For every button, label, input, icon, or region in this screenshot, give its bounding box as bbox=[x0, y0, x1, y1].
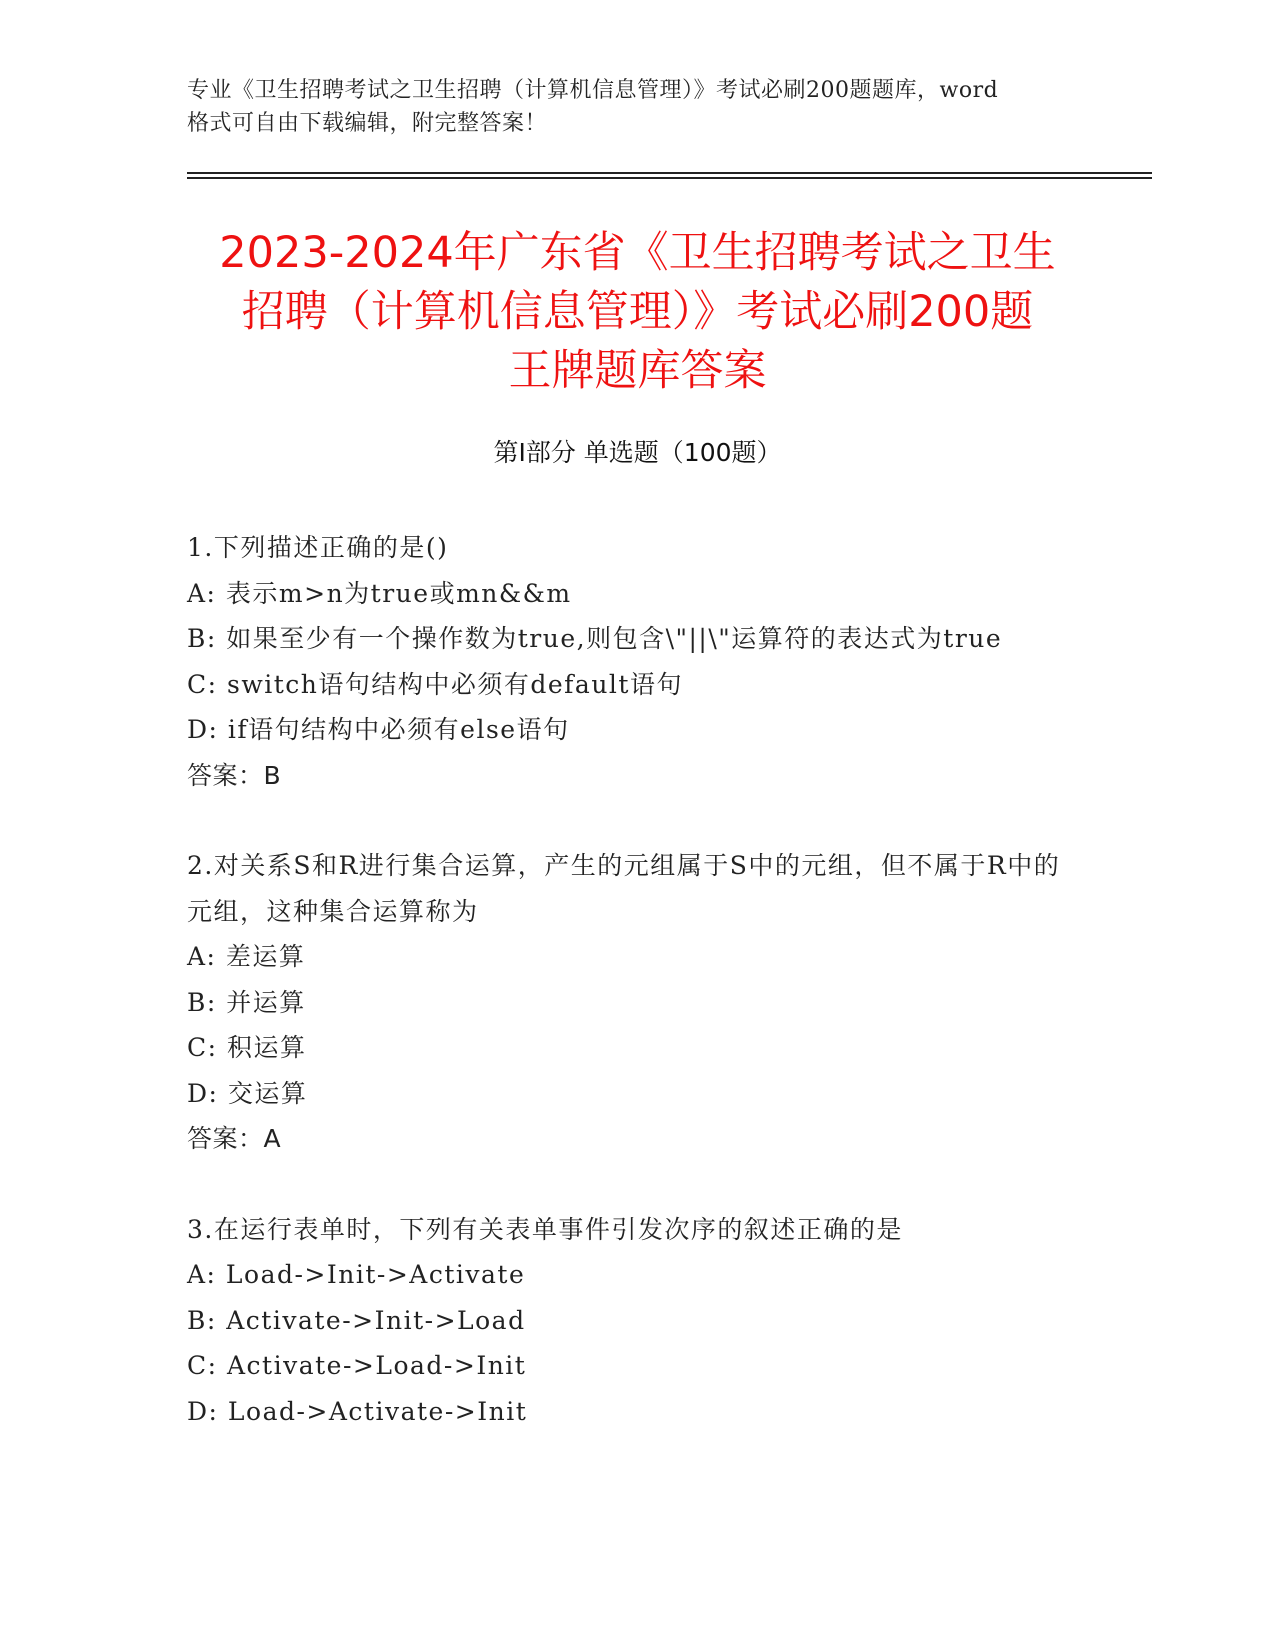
question-1 bbox=[187, 525, 1067, 798]
header-divider-top bbox=[187, 172, 1152, 174]
option-a: A: Load->Init->Activate bbox=[187, 1260, 526, 1289]
answer-line: 答案：B bbox=[187, 760, 282, 790]
option-d: D: 交运算 bbox=[187, 1078, 308, 1108]
option-a: A: 差运算 bbox=[187, 942, 306, 971]
option-b: B: 并运算 bbox=[187, 987, 306, 1017]
option-b: B: 如果至少有一个操作数为true,则包含\"||\"运算符的表达式为true bbox=[187, 624, 1003, 653]
question-3 bbox=[187, 1207, 1067, 1435]
question-stem: 1.下列描述正确的是() bbox=[187, 533, 449, 562]
intro-line-1: 专业《卫生招聘考试之卫生招聘（计算机信息管理）》考试必刷200题题库，word bbox=[187, 78, 999, 103]
section-heading: 第Ⅰ部分 单选题（100题） bbox=[493, 438, 782, 467]
answer-line: 答案：A bbox=[187, 1124, 282, 1153]
option-d: D: Load->Activate->Init bbox=[187, 1396, 528, 1426]
question-list bbox=[187, 525, 1067, 1479]
option-a: A: 表示m>n为true或mn&&m bbox=[187, 578, 572, 608]
option-d: D: if语句结构中必须有else语句 bbox=[187, 715, 570, 744]
intro-line-2: 格式可自由下载编辑，附完整答案！ bbox=[187, 111, 548, 136]
question-stem: 3.在运行表单时，下列有关表单事件引发次序的叙述正确的是 bbox=[187, 1214, 903, 1244]
option-b: B: Activate->Init->Load bbox=[187, 1305, 526, 1335]
title-line-3: 王牌题库答案 bbox=[508, 346, 767, 396]
title-line-1: 2023-2024年广东省《卫生招聘考试之卫生 bbox=[219, 228, 1056, 278]
option-c: C: 积运算 bbox=[187, 1033, 307, 1062]
document-title bbox=[150, 224, 1125, 401]
title-line-2: 招聘（计算机信息管理）》考试必刷200题 bbox=[241, 287, 1034, 337]
question-2 bbox=[187, 843, 1067, 1162]
option-c: C: Activate->Load->Init bbox=[187, 1351, 527, 1380]
header-divider-bottom bbox=[187, 177, 1152, 179]
intro-paragraph bbox=[187, 74, 1087, 140]
option-c: C: switch语句结构中必须有default语句 bbox=[187, 669, 683, 699]
question-stem: 2.对关系S和R进行集合运算，产生的元组属于S中的元组，但不属于R中的元组，这种集合运算称为 bbox=[187, 851, 1061, 926]
